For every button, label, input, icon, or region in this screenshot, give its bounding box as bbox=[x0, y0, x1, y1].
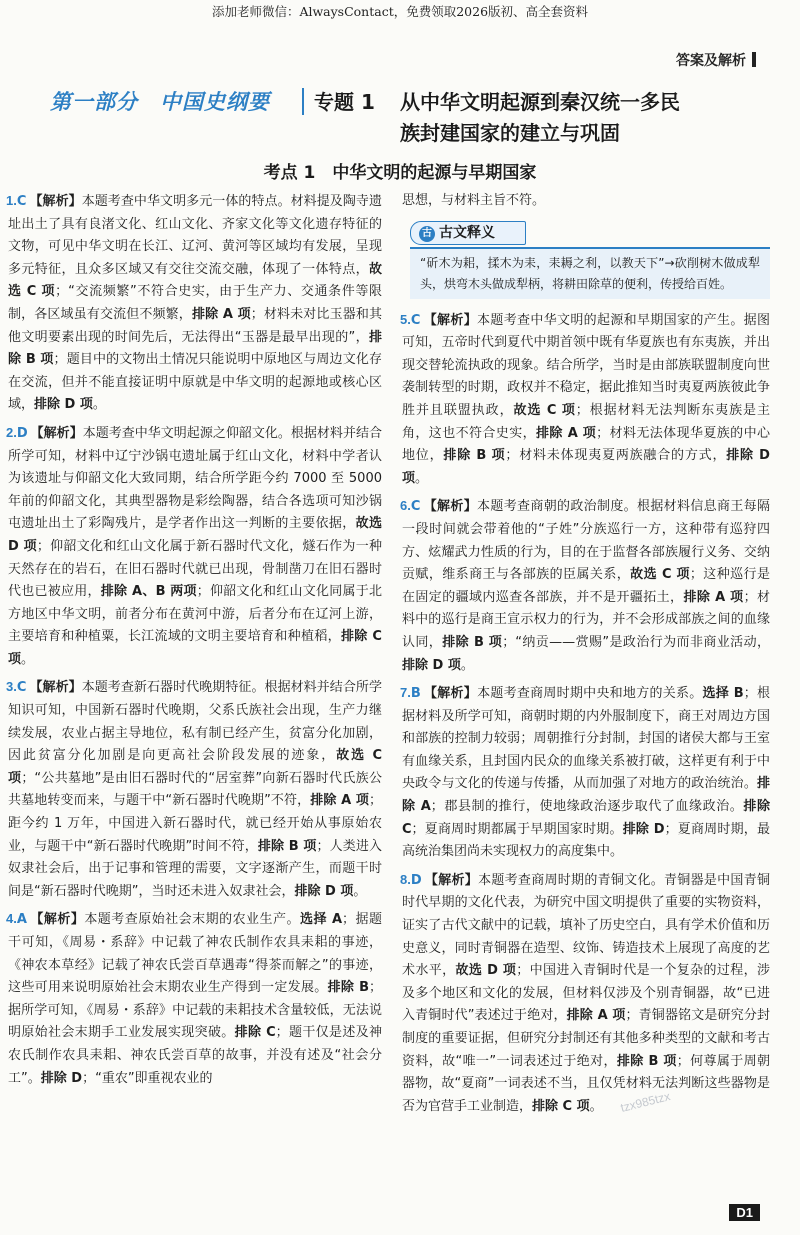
item-tag: 【解析】 bbox=[30, 425, 83, 441]
item-verdict: 排除 A 项 bbox=[566, 1008, 626, 1024]
item-text: ；距今约 1 万年，中国进入新石器时代，就已经开始从事原始农业，与题干中“新石器时代晚期”时间不符， bbox=[8, 793, 382, 854]
item-verdict: 故选 C 项 bbox=[8, 261, 382, 300]
item-tag: 【解析】 bbox=[29, 194, 82, 209]
item-text: ；材料未对比玉器和其他文明要素出现的时间先后，无法得出“玉器是最早出现的”， bbox=[8, 306, 382, 345]
left-column bbox=[8, 190, 382, 1095]
answer-item bbox=[402, 869, 770, 1119]
item-tag: 【解析】 bbox=[423, 499, 478, 515]
item-tag: 【解析】 bbox=[29, 912, 85, 928]
item-number: 8. bbox=[400, 871, 411, 887]
item-text: ；“公共墓地”是由旧石器时代的“居室葬”向新石器时代氏族公共墓地转变而来，与题干中“新石器时代晚期”不符， bbox=[8, 770, 382, 809]
answer-item bbox=[402, 495, 770, 677]
item-verdict: 排除 A 项 bbox=[536, 425, 597, 441]
guwen-pill bbox=[410, 221, 526, 245]
item-verdict: 故选 C 项 bbox=[8, 748, 382, 786]
chapter-title bbox=[50, 86, 770, 148]
item-text: ；据题干可知，《周易・系辞》中记载了神农氏制作农具耒耜的事迹，《神农本草经》记载了神农氏尝百草遇毒“得茶而解之”的事迹，这些可用来说明原始社会末期农业生产得到一定发展。 bbox=[8, 912, 382, 996]
answer-item bbox=[402, 309, 770, 491]
item-verdict: 排除 C 项 bbox=[532, 1098, 590, 1114]
item-verdict: 排除 B 项 bbox=[257, 838, 317, 854]
item-text: 本题考查中华文明多元一体的特点。材料提及陶寺遗址出土了具有良渚文化、红山文化、齐家文化等文化遗存特征的文物，可见中华文明在长江、辽河、黄河等区域均有发展，呈现多元特征，且众多区域又有交往交流交融，体现了一体特点， bbox=[8, 194, 382, 277]
item-text: ；“纳贡——赏赐”是政治行为而非商业活动， bbox=[502, 634, 770, 650]
item-verdict: 排除 C bbox=[402, 799, 770, 837]
item-text: ；题目中的文物出土情况只能说明中原地区与周边文化存在交流，但并不能直接证明中原就是中华文明的起源地或核心区域， bbox=[8, 352, 382, 413]
item-text: ；据所学可知，《周易・系辞》中记载的耒耜技术含量较低，无法说明原始社会末期手工业发展实现突破。 bbox=[8, 980, 382, 1041]
item-text: ；材料未体现夷夏两族融合的方式， bbox=[505, 448, 727, 464]
item-verdict: 排除 C 项 bbox=[8, 629, 382, 667]
topic-title-line1: 从中华文明起源到秦汉统一多民 bbox=[400, 90, 680, 114]
item-text: ；“重农”即重视农业的 bbox=[82, 1070, 213, 1086]
continued-text: 思想，与材料主旨不符。 bbox=[402, 193, 546, 208]
item-text: ；郡县制的推行，使地缘政治逐步取代了血缘政治。 bbox=[430, 799, 744, 815]
answer-item bbox=[402, 682, 770, 864]
item-verdict: 排除 D bbox=[40, 1070, 83, 1086]
guwen-header bbox=[410, 221, 770, 245]
item-answer: C bbox=[16, 194, 27, 209]
item-text: 本题考查原始社会末期的农业生产。 bbox=[84, 912, 300, 928]
item-answer: C bbox=[410, 499, 421, 515]
item-verdict: 排除 B bbox=[327, 980, 369, 996]
answer-item bbox=[8, 908, 382, 1090]
item-answer: C bbox=[410, 312, 421, 328]
item-verdict: 排除 D 项 bbox=[402, 657, 461, 673]
item-text: 本题考查商朝的政治制度。根据材料信息商王每隔一段时间就会带着他的“子姓”分族巡行一方，这种带有巡狩四方、炫耀武力性质的行为，目的在于监督各部族履行义务、交纳贡赋，维系商王与各部族的臣属关系， bbox=[402, 499, 770, 583]
item-answer: C bbox=[16, 680, 27, 696]
watermark: tzx985tzx bbox=[619, 1089, 672, 1115]
item-verdict: 选择 B bbox=[702, 686, 744, 702]
item-verdict: 排除 D 项 bbox=[294, 883, 354, 899]
item-number: 1. bbox=[6, 193, 17, 208]
item-tag: 【解析】 bbox=[424, 872, 479, 888]
item-text: ；仰韶文化和红山文化同属于北方地区中华文明，前者分布在黄河中游，后者分布在辽河上游，主要培育和种植粟，长江流域的文明主要培育和种植稻， bbox=[8, 584, 382, 645]
item-text: ；“交流频繁”不符合史实，由于生产力、交通条件等限制，各区域虽有交流但不频繁， bbox=[8, 284, 382, 322]
item-verdict: 排除 A 项 bbox=[191, 306, 251, 322]
promo-note: 添加老师微信：AlwaysContact，免费领取2026版初、高全套资料 bbox=[211, 4, 589, 19]
topic-title-line2: 族封建国家的建立与巩固 bbox=[400, 121, 620, 145]
item-text: ；青铜器铭文是研究分封制度的重要证据，但研究分封制还有其他多种类型的文献和考古资料，故“唯一”一词表述过于绝对， bbox=[402, 1008, 770, 1069]
item-text: ；材料无法体现华夏族的中心地位， bbox=[402, 425, 770, 464]
item-verdict: 故选 D 项 bbox=[455, 963, 517, 979]
item-verdict: 排除 A、B 两项 bbox=[100, 584, 197, 600]
item-text: 本题考查新石器时代晚期特征。根据材料并结合所学知识可知，中国新石器时代晚期，父系氏族社会出现，生产力继续发展，农业占据主导地位，私有制已经产生，贫富分化加剧，因此贫富分化加剧是向更高社会阶段发展的迹象， bbox=[8, 680, 382, 764]
kaodian-title: 考点 1 中华文明的起源与早期国家 bbox=[263, 163, 537, 183]
item-verdict: 排除 B 项 bbox=[442, 634, 503, 650]
item-verdict: 排除 B 项 bbox=[443, 448, 506, 464]
item-text: ；中国进入青铜时代是一个复杂的过程，涉及多个地区和文化的发展，但材料仅涉及个别青铜器，故“已进入青铜时代”表述过于绝对， bbox=[402, 963, 770, 1024]
item-text: 本题考查商周时期中央和地方的关系。 bbox=[477, 686, 703, 702]
item-text: 。 bbox=[460, 657, 474, 673]
item-number: 3. bbox=[6, 679, 17, 695]
item-text: 。 bbox=[92, 397, 106, 413]
item-text: ；夏商周时期都属于早期国家时期。 bbox=[411, 821, 623, 837]
section-bar bbox=[752, 52, 756, 67]
item-text: ；根据材料及所学可知，商朝时期的内外服制度下，商王对周边方国和部族的控制力较弱；周朝推行分封制，封国的诸侯大都与王室有血缘关系，且封国内民众的血缘关系被打破，这样更有利于中央政令与文化的传递与传播，从而加强了对地方的政治统治。 bbox=[402, 686, 770, 792]
answer-item bbox=[8, 422, 382, 672]
item-answer: D bbox=[16, 425, 28, 441]
item-verdict: 排除 D 项 bbox=[34, 397, 93, 413]
item-verdict: 排除 A bbox=[402, 776, 770, 815]
page-number: D1 bbox=[729, 1204, 760, 1221]
item-verdict: 故选 D 项 bbox=[8, 516, 382, 554]
item-text: ；夏商周时期，最高统治集团尚未实现权力的高度集中。 bbox=[402, 821, 770, 860]
item-tag: 【解析】 bbox=[29, 680, 82, 696]
item-answer: B bbox=[410, 686, 421, 702]
item-verdict: 排除 B 项 bbox=[616, 1053, 677, 1069]
section-tag bbox=[676, 50, 756, 70]
item-answer: A bbox=[16, 912, 27, 928]
book-icon: 古 bbox=[419, 226, 435, 242]
item-text: 。 bbox=[21, 651, 35, 667]
item-answer: D bbox=[410, 872, 422, 888]
item-text: ；仰韶文化和红山文化属于新石器时代文化，燧石作为一种天然存在的岩石，在旧石器时代就已出现，骨制凿刀在旧石器时代也已被应用， bbox=[8, 538, 382, 600]
item-number: 2. bbox=[6, 424, 17, 440]
item-verdict: 选择 A bbox=[299, 912, 343, 928]
item-verdict: 故选 C 项 bbox=[630, 567, 690, 583]
item-number: 7. bbox=[400, 685, 411, 701]
guwen-box: “斫木为耜，揉木为耒，耒耨之利，以教天下”→砍削树木做成犁头，烘弯木头做成犁柄，将耕田除草的便利，传授给百姓。 bbox=[410, 247, 770, 299]
item-text: ；何尊属于周朝器物，故“夏商”一词表述不当，且仅凭材料无法判断这些器物是否为官营手工业制造， bbox=[402, 1053, 770, 1114]
item-text: ；根据材料无法判断东夷族是主角，这也不符合史实， bbox=[402, 402, 770, 441]
item-text: 本题考查中华文明起源之仰韶文化。根据材料并结合所学可知，材料中辽宁沙锅屯遗址属于红山文化，材料中学者认为该遗址与仰韶文化大致同期，结合所学距今约 7000 至 5000 年前的仰韶文化，其典型器物是彩绘陶器，结合各选项可知沙锅屯遗址出土了彩陶残片，是学者作出这一判断的主要依据， bbox=[8, 425, 382, 532]
item-number: 5. bbox=[400, 311, 411, 327]
item-verdict: 排除 B 项 bbox=[8, 329, 382, 368]
item-text: ；材料中的巡行是商王宣示权力的行为，并不会形成部族之间的血缘认同， bbox=[402, 589, 770, 650]
item-text: ；人类进入奴隶社会后，出于记事和管理的需要，文字逐渐产生，而题干时间是“新石器时代晚期”，当时还未进入奴隶社会， bbox=[8, 838, 382, 899]
item-verdict: 排除 D bbox=[622, 821, 665, 837]
part-title: 第一部分 中国史纲要 bbox=[50, 90, 270, 114]
topic-label: 专题 1 bbox=[314, 90, 375, 114]
item-verdict: 排除 C bbox=[234, 1025, 276, 1041]
item-text: 。 bbox=[415, 470, 429, 486]
guwen-title: 古文释义 bbox=[439, 224, 495, 241]
item-text: ；这种巡行是在固定的疆域内巡查各部族，并不是开疆拓土， bbox=[402, 567, 770, 605]
item-text: 。 bbox=[589, 1098, 603, 1114]
item-tag: 【解析】 bbox=[423, 312, 478, 328]
item-text: ；题干仅是述及神农氏制作农具耒耜、神农氏尝百草的故事，并没有述及“社会分工”。 bbox=[8, 1025, 382, 1086]
section-tag-label: 答案及解析 bbox=[676, 53, 746, 69]
item-text: 本题考查中华文明的起源和早期国家的产生。据图可知，五帝时代到夏代中期首领中既有华夏族也有东夷族，并出现交替轮流执政的现象。结合所学，当时是由部族联盟制度向世袭制转型的时期，政权并不稳定，据此推知当时夷夏两族彼此争胜并且联盟执政， bbox=[402, 312, 770, 418]
right-column bbox=[402, 190, 770, 1123]
item-verdict: 排除 A 项 bbox=[310, 793, 369, 809]
item-number: 6. bbox=[400, 498, 411, 514]
item-text: 本题考查商周时期的青铜文化。青铜器是中国青铜时代早期的文化代表，为研究中国文明提供了重要的实物资料，证实了古代文献中的记载，填补了历史空白，具有学术价值和历史意义，同时青铜器在造型、纹饰、铸造技术上展现了高度的艺术水平， bbox=[402, 872, 770, 979]
item-verdict: 排除 A 项 bbox=[683, 589, 744, 605]
answer-item bbox=[8, 190, 382, 417]
item-tag: 【解析】 bbox=[423, 686, 478, 702]
item-verdict: 排除 D 项 bbox=[402, 448, 770, 486]
item-verdict: 故选 C 项 bbox=[513, 402, 576, 418]
item-text: 。 bbox=[353, 883, 367, 899]
item-number: 4. bbox=[6, 911, 17, 927]
title-separator bbox=[302, 88, 304, 115]
answer-item bbox=[8, 676, 382, 903]
